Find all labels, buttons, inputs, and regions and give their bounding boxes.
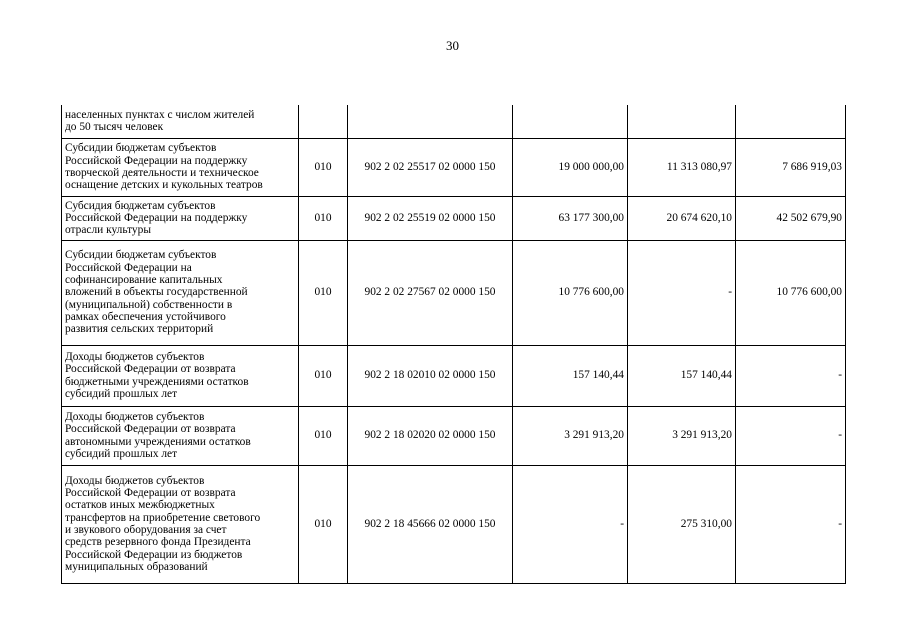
table-row	[62, 465, 846, 583]
executed-amount-cell: 3 291 913,20	[628, 406, 736, 465]
revenue-name-cell	[62, 138, 299, 196]
budget-classification-code-cell: 902 2 02 25519 02 0000 150	[348, 196, 513, 240]
revenue-name: Субсидии бюджетам субъектов Российской Федерации на поддержку творческой деятельности и техническое оснащение детских и кукольных театров	[65, 142, 263, 192]
revenue-name-cell	[62, 345, 299, 406]
executed-amount-cell: 20 674 620,10	[628, 196, 736, 240]
budget-classification-code-cell	[348, 105, 513, 138]
budget-classification-code-cell: 902 2 18 02020 02 0000 150	[348, 406, 513, 465]
revenue-name-cell	[62, 465, 299, 583]
row-code-cell: 010	[299, 138, 348, 196]
revenue-name-cell	[62, 196, 299, 240]
row-code-cell	[299, 105, 348, 138]
unexecuted-amount-cell: -	[736, 345, 846, 406]
revenue-name: Субсидии бюджетам субъектов Российской Федерации на софинансирование капитальных вложений в объекты государственной (муниципальной) собственности в рамках обеспечения устойчивого развития сельских территорий	[65, 249, 248, 336]
revenue-name: Доходы бюджетов субъектов Российской Федерации от возврата бюджетными учреждениями остатков субсидий прошлых лет	[65, 350, 249, 400]
row-code-cell: 010	[299, 196, 348, 240]
approved-amount-cell: 19 000 000,00	[513, 138, 628, 196]
revenue-name-cell	[62, 240, 299, 345]
approved-amount-cell: 63 177 300,00	[513, 196, 628, 240]
table-row	[62, 240, 846, 345]
approved-amount-cell	[513, 105, 628, 138]
revenue-name: Субсидия бюджетам субъектов Российской Федерации на поддержку отрасли культуры	[65, 199, 248, 237]
executed-amount-cell: 11 313 080,97	[628, 138, 736, 196]
table-row	[62, 196, 846, 240]
unexecuted-amount-cell	[736, 105, 846, 138]
approved-amount-cell: 157 140,44	[513, 345, 628, 406]
table-row	[62, 406, 846, 465]
revenue-name-cell	[62, 105, 299, 138]
unexecuted-amount-cell: 10 776 600,00	[736, 240, 846, 345]
row-code-cell: 010	[299, 406, 348, 465]
unexecuted-amount-cell: 7 686 919,03	[736, 138, 846, 196]
executed-amount-cell: 275 310,00	[628, 465, 736, 583]
row-code-cell: 010	[299, 240, 348, 345]
approved-amount-cell: 3 291 913,20	[513, 406, 628, 465]
budget-report-table	[61, 105, 846, 584]
page-number: 30	[446, 38, 459, 53]
unexecuted-amount-cell: 42 502 679,90	[736, 196, 846, 240]
revenue-name: Доходы бюджетов субъектов Российской Федерации от возврата остатков иных межбюджетных трансфертов на приобретение светового и звукового оборудования за счет средств резервного фонда Президента Российской Федерации из бюджетов муниципальных образований	[65, 474, 261, 573]
executed-amount-cell: 157 140,44	[628, 345, 736, 406]
table-row	[62, 345, 846, 406]
executed-amount-cell: -	[628, 240, 736, 345]
budget-classification-code-cell: 902 2 18 02010 02 0000 150	[348, 345, 513, 406]
budget-classification-code-cell: 902 2 02 25517 02 0000 150	[348, 138, 513, 196]
revenue-name-cell	[62, 406, 299, 465]
row-code-cell: 010	[299, 345, 348, 406]
approved-amount-cell: 10 776 600,00	[513, 240, 628, 345]
executed-amount-cell	[628, 105, 736, 138]
row-code-cell: 010	[299, 465, 348, 583]
unexecuted-amount-cell: -	[736, 406, 846, 465]
revenue-name: населенных пунктах с числом жителей до 50 тысяч человек	[65, 108, 255, 134]
budget-classification-code-cell: 902 2 02 27567 02 0000 150	[348, 240, 513, 345]
unexecuted-amount-cell: -	[736, 465, 846, 583]
table-row	[62, 105, 846, 138]
budget-classification-code-cell: 902 2 18 45666 02 0000 150	[348, 465, 513, 583]
approved-amount-cell: -	[513, 465, 628, 583]
table-row	[62, 138, 846, 196]
revenue-name: Доходы бюджетов субъектов Российской Федерации от возврата автономными учреждениями остатков субсидий прошлых лет	[65, 410, 251, 460]
